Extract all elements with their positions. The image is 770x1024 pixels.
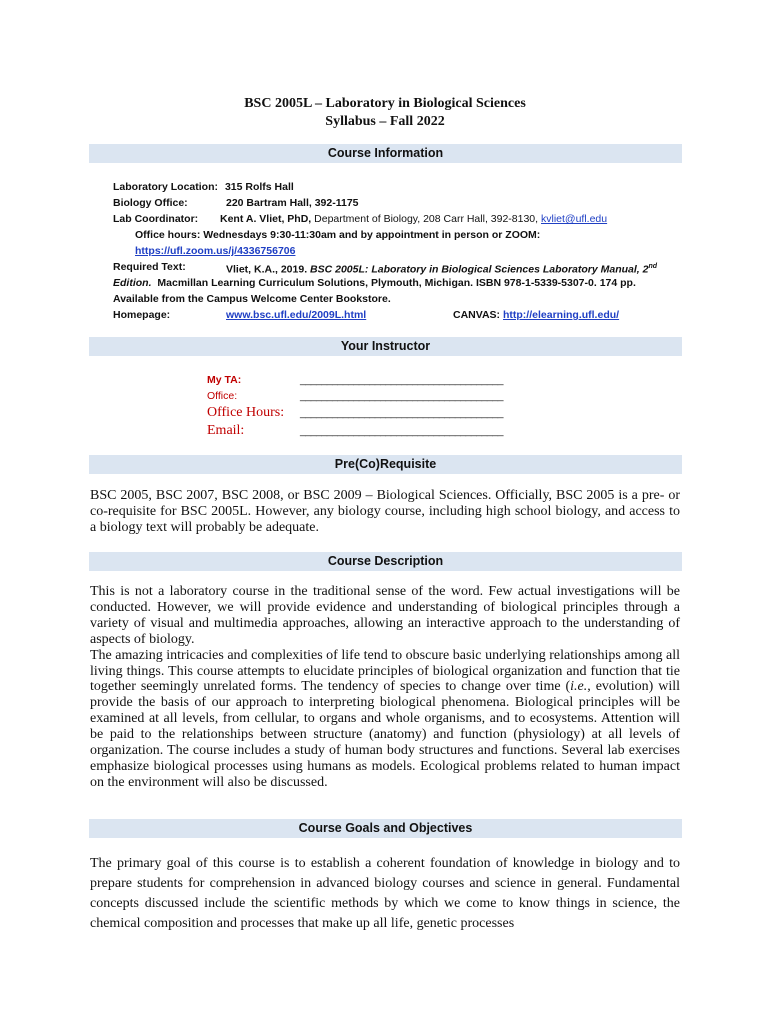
canvas-label: CANVAS: <box>453 309 501 321</box>
required-text-label: Required Text: <box>113 261 186 273</box>
required-text-author: Vliet, K.A., 2019. <box>226 263 308 276</box>
required-text-row <box>113 259 683 275</box>
coordinator-email-link[interactable]: kvliet@ufl.edu <box>541 213 608 225</box>
course-information-block <box>113 179 683 323</box>
required-text-edition: Edition. <box>113 277 152 289</box>
office-hours-label: Office Hours: <box>207 405 285 420</box>
course-goals-heading: Course Goals and Objectives <box>89 819 682 838</box>
course-description-text <box>90 584 680 791</box>
course-goals-text <box>90 854 680 934</box>
prerequisite-paragraph: BSC 2005, BSC 2007, BSC 2008, or BSC 2009 – Biological Sciences. Officially, BSC 2005 is a pre- or co-requisite for BSC 2005L. However, any biology course, including high school biology, and access to a biology text will probably be adequate. <box>90 488 680 535</box>
prerequisite-heading: Pre(Co)Requisite <box>89 455 682 474</box>
homepage-link[interactable]: www.bsc.ufl.edu/2009L.html <box>226 309 367 321</box>
email-blank: ______________________________________ <box>300 425 503 437</box>
biology-office-value: 220 Bartram Hall, 392-1175 <box>226 197 359 209</box>
canvas-link[interactable]: http://elearning.ufl.edu/ <box>502 309 620 321</box>
required-text-sup: nd <box>648 263 658 270</box>
description-p2-after: , evolution) will provide the basis of our approach to interpreting biological phenomena. Biological principles will be examined at all levels, from cellular, to organs and whole organisms, and to ecosystems. Attention will be paid to the relationships between structure (anatomy) and function (physiology) at all levels of organization. The course includes a study of human body structures and functions. Several lab exercises emphasize biological processes using humans as models. Ecological problems related to human impact on the environment will also be discussed. <box>90 679 680 790</box>
office-label: Office: <box>207 390 238 402</box>
your-instructor-heading: Your Instructor <box>89 337 682 356</box>
zoom-link[interactable]: https://ufl.zoom.us/j/4336756706 <box>135 245 296 257</box>
description-p2-italic: i.e. <box>570 679 588 695</box>
course-information-heading: Course Information <box>89 144 682 163</box>
goals-paragraph: The primary goal of this course is to establish a coherent foundation of knowledge in biology and to prepare students for comprehension in advanced biology courses and science in general. Fundamental concepts discussed include the scientific methods by which we come to know things in science, the chemical composition and processes that make up all life, genetic processes <box>90 856 680 931</box>
homepage-row <box>113 307 683 323</box>
ta-blank: ______________________________________ <box>300 374 503 386</box>
description-p2-before: The amazing intricacies and complexities of life tend to obscure basic underlying relationships among all living things. This course attempts to elucidate principles of biological organization and function that tie together seemingly unrelated forms. The tendency of species to change over time ( <box>90 647 680 695</box>
title-line-2: Syllabus – Fall 2022 <box>325 114 445 129</box>
coordinator-detail: Department of Biology, 208 Carr Hall, 392-8130, <box>314 213 539 225</box>
email-label: Email: <box>207 423 245 438</box>
lab-location-value: 315 Rolfs Hall <box>224 181 294 193</box>
title-line-1: BSC 2005L – Laboratory in Biological Sciences <box>244 96 526 111</box>
required-text-publisher: Macmillan Learning Curriculum Solutions, Plymouth, Michigan. ISBN 978-1-5339-5307-0. 174 pp. <box>157 277 636 289</box>
office-hours-text: Office hours: Wednesdays 9:30-11:30am and by appointment in person or ZOOM: <box>135 229 541 241</box>
lab-coordinator-row <box>113 211 683 227</box>
office-blank: ______________________________________ <box>300 390 503 402</box>
prerequisite-text <box>90 488 680 536</box>
course-description-heading: Course Description <box>89 552 682 571</box>
biology-office-row <box>113 195 683 211</box>
homepage-label: Homepage: <box>113 309 171 321</box>
description-paragraph-1: This is not a laboratory course in the traditional sense of the word. Few actual investigations will be conducted. However, we will provide evidence and understanding of biological principles through a variety of visual and multimedia approaches, allowing an interactive approach to the understanding of aspects of biology. <box>90 584 680 647</box>
coordinator-name: Kent A. Vliet, PhD, <box>220 213 312 225</box>
biology-office-label: Biology Office: <box>113 197 188 209</box>
required-text-available: Available from the Campus Welcome Center Bookstore. <box>113 293 391 305</box>
lab-location-row <box>113 179 683 195</box>
lab-coordinator-label: Lab Coordinator: <box>113 213 199 225</box>
ta-label: My TA: <box>207 374 242 386</box>
office-hours-blank: ______________________________________ <box>300 407 503 419</box>
instructor-block <box>207 372 567 440</box>
document-title <box>0 95 770 131</box>
lab-location-label: Laboratory Location: <box>113 181 219 193</box>
required-text-title: BSC 2005L: Laboratory in Biological Sciences Laboratory Manual, 2 <box>310 263 649 276</box>
description-paragraph-2 <box>90 648 680 791</box>
